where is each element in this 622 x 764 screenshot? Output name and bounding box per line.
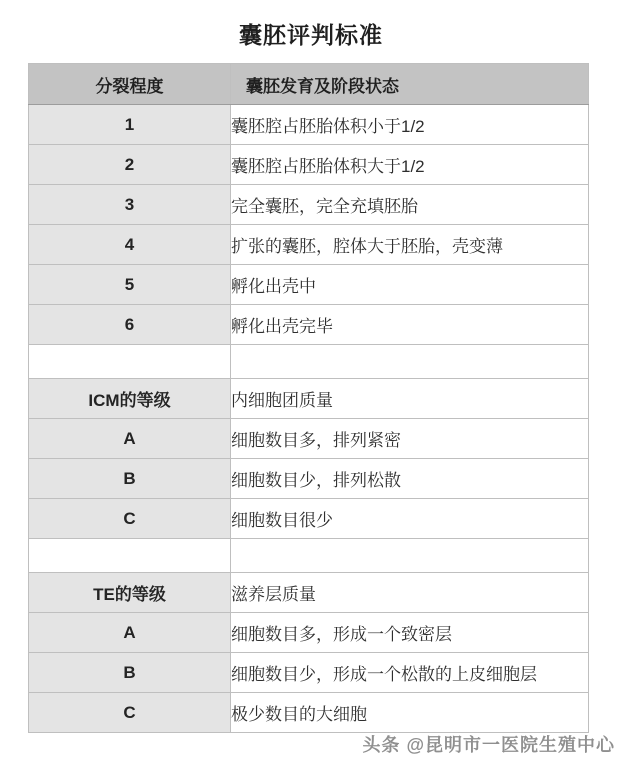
description-cell — [231, 345, 589, 379]
description-cell: 细胞数目少，排列松散 — [231, 459, 589, 499]
grade-cell: TE的等级 — [29, 573, 231, 613]
section-header-row — [29, 573, 589, 613]
table-row — [29, 265, 589, 305]
watermark-text: 头条 @昆明市一医院生殖中心 — [362, 735, 615, 755]
column-header-description: 囊胚发育及阶段状态 — [231, 64, 589, 105]
table-row — [29, 693, 589, 733]
table-row — [29, 185, 589, 225]
spacer-row — [29, 345, 589, 379]
grade-cell: C — [29, 499, 231, 539]
description-cell: 细胞数目少，形成一个松散的上皮细胞层 — [231, 653, 589, 693]
table-row — [29, 145, 589, 185]
description-cell: 扩张的囊胚，腔体大于胚胎，壳变薄 — [231, 225, 589, 265]
grade-cell: 4 — [29, 225, 231, 265]
table-row — [29, 499, 589, 539]
table-row — [29, 613, 589, 653]
description-cell: 内细胞团质量 — [231, 379, 589, 419]
description-cell: 极少数目的大细胞 — [231, 693, 589, 733]
table-row — [29, 653, 589, 693]
grade-cell: A — [29, 419, 231, 459]
table-row — [29, 305, 589, 345]
grade-cell — [29, 345, 231, 379]
grade-cell: C — [29, 693, 231, 733]
grade-cell: 1 — [29, 105, 231, 145]
grading-table — [28, 63, 589, 733]
table-body — [29, 105, 589, 733]
table-header-row — [29, 64, 589, 105]
grade-cell: B — [29, 459, 231, 499]
description-cell: 细胞数目多，排列紧密 — [231, 419, 589, 459]
grade-cell: 5 — [29, 265, 231, 305]
description-cell: 滋养层质量 — [231, 573, 589, 613]
description-cell: 孵化出壳完毕 — [231, 305, 589, 345]
page-title: 囊胚评判标准 — [239, 22, 383, 48]
table-row — [29, 105, 589, 145]
grade-cell: A — [29, 613, 231, 653]
table-row — [29, 419, 589, 459]
table-row — [29, 225, 589, 265]
table-row — [29, 459, 589, 499]
section-header-row — [29, 379, 589, 419]
description-cell: 完全囊胚，完全充填胚胎 — [231, 185, 589, 225]
column-header-grade: 分裂程度 — [29, 64, 231, 105]
grade-cell: 2 — [29, 145, 231, 185]
description-cell: 囊胚腔占胚胎体积大于1/2 — [231, 145, 589, 185]
grade-cell: 6 — [29, 305, 231, 345]
grade-cell: 3 — [29, 185, 231, 225]
description-cell: 孵化出壳中 — [231, 265, 589, 305]
description-cell — [231, 539, 589, 573]
grade-cell — [29, 539, 231, 573]
description-cell: 囊胚腔占胚胎体积小于1/2 — [231, 105, 589, 145]
grade-cell: B — [29, 653, 231, 693]
grade-cell: ICM的等级 — [29, 379, 231, 419]
spacer-row — [29, 539, 589, 573]
grading-table-container — [28, 63, 588, 733]
description-cell: 细胞数目多，形成一个致密层 — [231, 613, 589, 653]
description-cell: 细胞数目很少 — [231, 499, 589, 539]
